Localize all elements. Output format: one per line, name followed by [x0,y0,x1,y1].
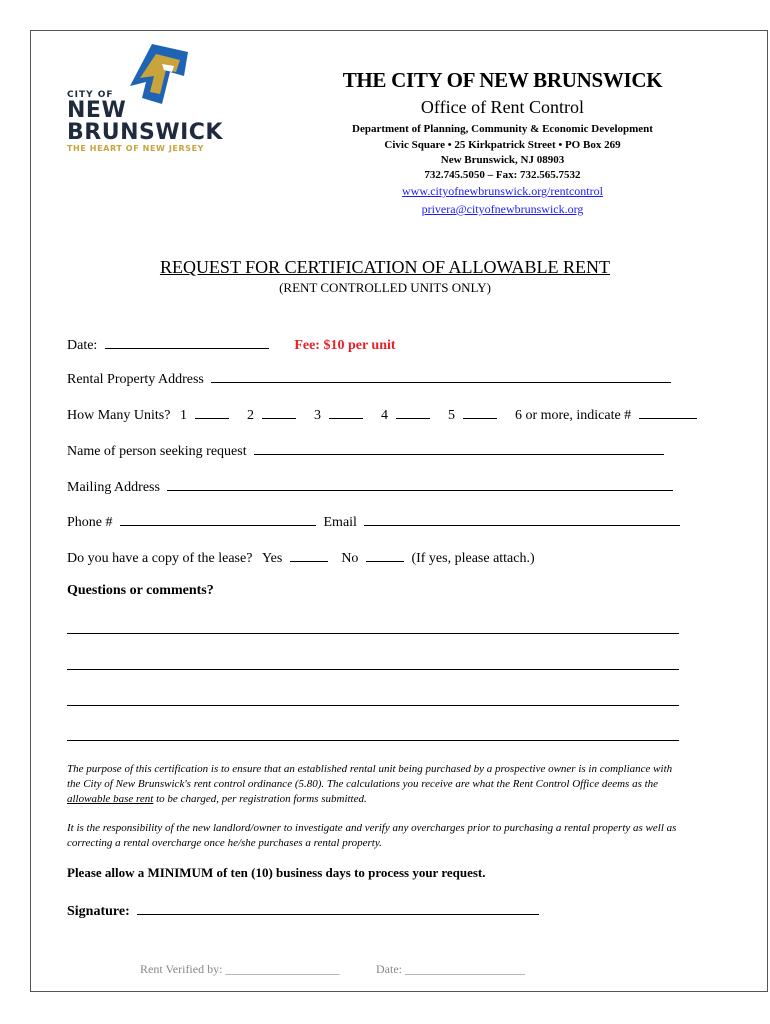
phone-field[interactable] [120,511,316,526]
units-row [67,404,697,424]
city-logo [67,42,247,154]
email-link[interactable]: privera@cityofnewbrunswick.org [421,202,584,216]
unit-option-5: 5 [447,408,455,423]
signature-label: Signature: [67,904,130,919]
unit-field-2[interactable] [262,404,296,419]
email-field[interactable] [364,511,680,526]
form-subtitle: (RENT CONTROLLED UNITS ONLY) [279,280,491,295]
address-line-2: New Brunswick, NJ 08903 [440,154,565,166]
city-title: THE CITY OF NEW BRUNSWICK [342,68,663,92]
lease-yes-label: Yes [261,551,283,566]
rental-address-field[interactable] [211,368,671,383]
date-label: Date: [67,338,98,353]
date-row [67,334,396,354]
logo-tagline: THE HEART OF NEW JERSEY [67,144,205,153]
website-link[interactable]: www.cityofnewbrunswick.org/rentcontrol [402,184,603,198]
unit-field-3[interactable] [329,404,363,419]
purpose-text-start: The purpose of this certification is to ensure that an established rental unit being purchased by a prospective owner is in compliance with the City of New Brunswick's rent control ordinance (5.80). The calculations you receive are what the Rent Control Office deems as the [67,763,673,790]
person-field[interactable] [254,440,664,455]
mailing-label: Mailing Address [67,480,160,495]
nb-monogram-icon [122,42,192,114]
lease-no-label: No [341,551,359,566]
purpose-text-end: to be charged, per registration forms submitted. [153,793,367,805]
comments-line-1[interactable] [67,633,679,634]
rent-verified-label: Rent Verified by: ___________________ [140,962,340,976]
rental-address-row [67,368,671,388]
unit-field-4[interactable] [396,404,430,419]
logo-city-of: CITY OF [67,90,114,100]
lease-note: (If yes, please attach.) [411,551,535,566]
verified-date-label: Date: ____________________ [376,962,525,976]
person-label: Name of person seeking request [67,444,247,459]
allowable-base-rent-text: allowable base rent [67,793,154,805]
processing-notice: Please allow a MINIMUM of ten (10) business days to process your request. [67,865,486,880]
mailing-row [67,476,673,496]
contact-row [67,511,680,531]
units-more-field[interactable] [639,404,697,419]
mailing-field[interactable] [167,476,673,491]
units-label: How Many Units? [67,408,171,423]
signature-row [67,900,539,920]
date-field[interactable] [105,334,269,349]
unit-option-3: 3 [313,408,321,423]
lease-row [67,547,535,567]
responsibility-paragraph: It is the responsibility of the new landlord/owner to investigate and verify any overcharges prior to purchasing a rental property as well as correcting a rental overcharge once he/she purchases a rental property. [67,822,677,849]
lease-no-field[interactable] [366,547,404,562]
unit-option-4: 4 [380,408,388,423]
form-title: REQUEST FOR CERTIFICATION OF ALLOWABLE RENT [159,257,611,277]
phone-fax-line: 732.745.5050 – Fax: 732.565.7532 [424,169,581,181]
logo-new: NEW [67,98,127,123]
lease-yes-field[interactable] [290,547,328,562]
phone-label: Phone # [67,515,113,530]
email-label: Email [323,515,357,530]
units-more-label: 6 or more, indicate # [514,408,632,423]
department-line: Department of Planning, Community & Economic Development [352,123,653,135]
address-line-1: Civic Square • 25 Kirkpatrick Street • PO Box 269 [384,139,621,151]
comments-line-4[interactable] [67,740,679,741]
comments-line-2[interactable] [67,669,679,670]
lease-question: Do you have a copy of the lease? [67,551,253,566]
rental-address-label: Rental Property Address [67,372,204,387]
questions-label: Questions or comments? [67,583,214,598]
unit-field-5[interactable] [463,404,497,419]
signature-field[interactable] [137,900,539,915]
fee-label: Fee: $10 per unit [294,338,396,353]
person-row [67,440,664,460]
comments-line-3[interactable] [67,705,679,706]
unit-field-1[interactable] [195,404,229,419]
unit-option-2: 2 [246,408,254,423]
unit-option-1: 1 [179,408,187,423]
logo-brunswick: BRUNSWICK [67,120,223,145]
office-name: Office of Rent Control [420,97,585,117]
purpose-paragraph [67,762,682,807]
